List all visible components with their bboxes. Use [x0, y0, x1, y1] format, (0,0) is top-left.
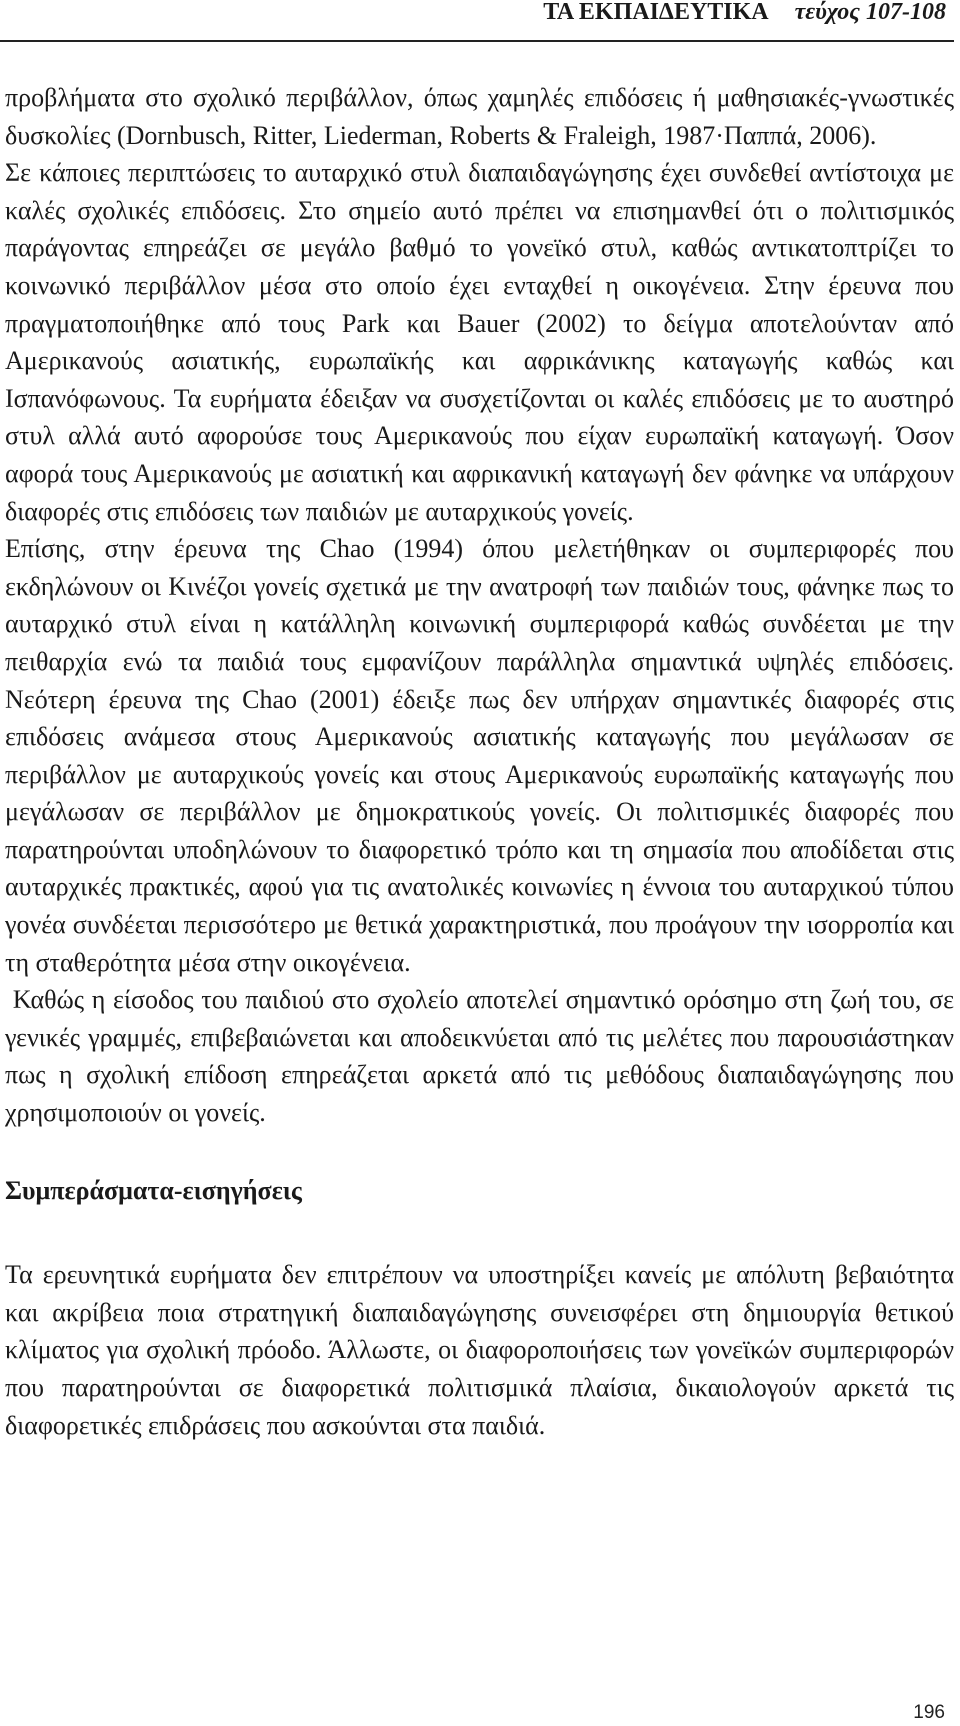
article-body	[5, 79, 960, 1444]
paragraph-3: Επίσης, στην έρευνα της Chao (1994) όπου μελετήθηκαν οι συμπεριφορές που εκδηλώνουν οι Κινέζοι γονείς σχετικά με την ανατροφή των παιδιών τους, φάνηκε πως το αυταρχικό στυλ είναι η κατάλληλη κοινωνική συμπεριφορά καθώς συνδέεται με την πειθαρχία ενώ τα παιδιά τους εμφανίζουν παράλληλα σημαντικά υψηλές επιδόσεις. Νεότερη έρευνα της Chao (2001) έδειξε πως δεν υπήρχαν σημαντικές διαφορές στις επιδόσεις ανάμεσα στους Αμερικανούς ασιατικής καταγωγής που μεγάλωσαν σε περιβάλλον με αυταρχικούς γονείς και στους Αμερικανούς ευρωπαϊκής καταγωγής που μεγάλωσαν σε περιβάλλον με δημοκρατικούς γονείς. Οι πολιτισμικές διαφορές που παρατηρούνται υποδηλώνουν το διαφορετικό τρόπο και τη σημασία που αποδίδεται στις αυταρχικές πρακτικές, αφού για τις ανατολικές κοινωνίες η έννοια του αυταρχικού τύπου γονέα συνδέεται περισσότερο με θετικά χαρακτηριστικά, που προάγουν την ισορροπία και τη σταθερότητα μέσα στην οικογένεια.	[5, 534, 954, 977]
paragraph-4: Καθώς η είσοδος του παιδιού στο σχολείο αποτελεί σημαντικό ορόσημο στη ζωή του, σε γενικές γραμμές, επιβεβαιώνεται και αποδεικνύεται από τις μελέτες που παρουσιάστηκαν πως η σχολική επίδοση επηρεάζεται αρκετά από τις μεθόδους διαπαιδαγώγησης που χρησιμοποιούν οι γονείς.	[5, 985, 960, 1128]
running-head	[543, 0, 946, 24]
section-heading-conclusions: Συμπεράσματα-εισηγήσεις	[5, 1175, 302, 1205]
paragraph-2: Σε κάποιες περιπτώσεις το αυταρχικό στυλ διαπαιδαγώγησης έχει συνδεθεί αντίστοιχα με καλές σχολικές επιδόσεις. Στο σημείο αυτό πρέπει να επισημανθεί ότι ο πολιτισμικός παράγοντας επηρεάζει σε μεγάλο βαθμό το γονεϊκό στυλ, καθώς αντικατοπτρίζει το κοινωνικό περιβάλλον μέσα στο οποίο έχει ενταχθεί η οικογένεια. Στην έρευνα που πραγματοποιήθηκε από τους Park και Bauer (2002) το δείγμα αποτελούνταν από Αμερικανούς ασιατικής, ευρωπαϊκής και αφρικάνικης καταγωγής καθώς και Ισπανόφωνους. Τα ευρήματα έδειξαν να συσχετίζονται οι καλές επιδόσεις με το αυστηρό στυλ αλλά αυτό αφορούσε τους Αμερικανούς που είχαν ευρωπαϊκή καταγωγή. Όσον αφορά τους Αμερικανούς με ασιατική και αφρικανική καταγωγή δεν φάνηκε να υπάρχουν διαφορές στις επιδόσεις των παιδιών με αυταρχικούς γονείς.	[5, 158, 954, 526]
page-header	[0, 0, 954, 42]
conclusions-paragraph: Τα ερευνητικά ευρήματα δεν επιτρέπουν να υποστηρίξει κανείς με απόλυτη βεβαιότητα και ακρίβεια ποια στρατηγική διαπαιδαγώγησης συνεισφέρει στη δημιουργία θετικού κλίματος για σχολική πρόοδο. Άλλωστε, οι διαφοροποιήσεις των γονεϊκών συμπεριφορών που παρατηρούνται σε διαφορετικά πολιτισμικά πλαίσια, δικαιολογούν αρκετά τις διαφορετικές επιδράσεις που ασκούνται στα παιδιά.	[5, 1260, 954, 1440]
issue-number: τεύχος 107-108	[794, 0, 946, 25]
paragraph-1: προβλήματα στο σχολικό περιβάλλον, όπως χαμηλές επιδόσεις ή μαθησιακές-γνωστικές δυσκολίες (Dornbusch, Ritter, Liederman, Roberts & Fraleigh, 1987·Παππά, 2006).	[5, 83, 954, 150]
page-number: 196	[913, 1702, 945, 1723]
journal-title: ΤΑ ΕΚΠΑΙΔΕΥΤΙΚΑ	[543, 0, 769, 25]
